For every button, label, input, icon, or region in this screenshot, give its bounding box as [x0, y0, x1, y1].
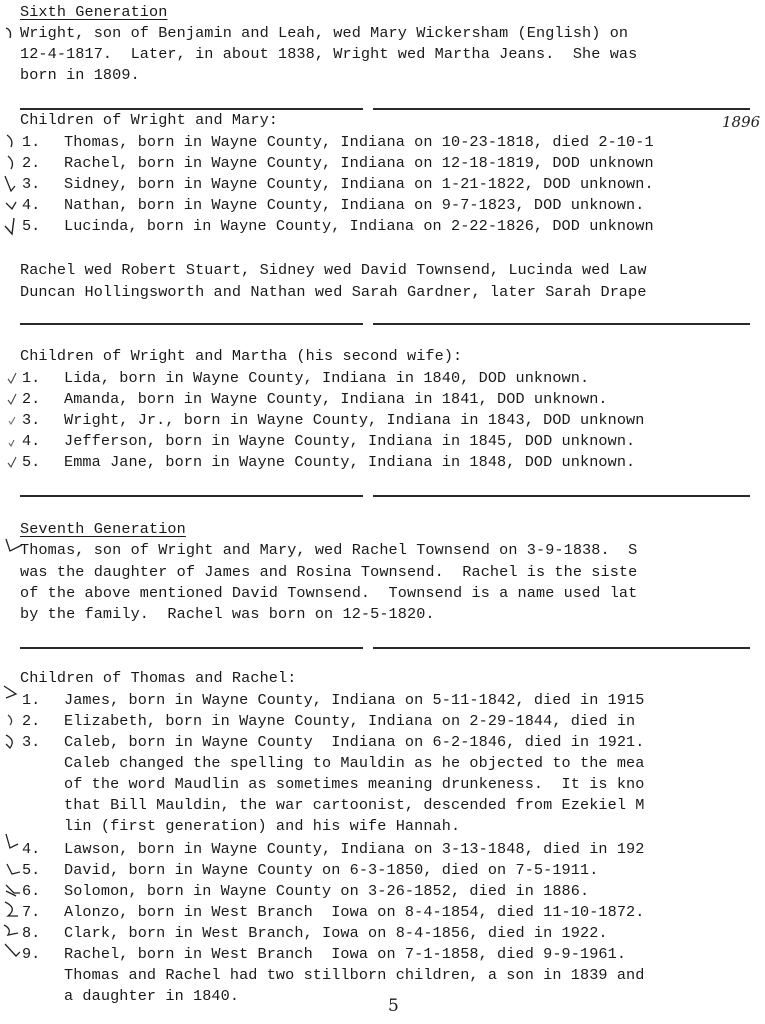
list-item: Lucinda, born in Wayne County, Indiana on 2-22-1826, DOD unknown [64, 217, 654, 235]
handwritten-check-icon [2, 195, 20, 215]
list-item-continuation: that Bill Mauldin, the war cartoonist, descended from Ezekiel M [64, 796, 645, 814]
list-number: 8. [22, 924, 41, 942]
handwritten-check-icon [2, 132, 20, 152]
list-item: Thomas, born in Wayne County, Indiana on 10-23-1818, died 2-10-1 [64, 133, 654, 151]
list-number: 4. [22, 840, 41, 858]
children-thomas-rachel-heading: Children of Thomas and Rachel: [20, 669, 297, 687]
list-number: 1. [22, 691, 41, 709]
list-number: 3. [22, 411, 41, 429]
list-item-continuation: a daughter in 1840. [64, 987, 240, 1005]
handwritten-check-icon [2, 832, 20, 852]
list-item: Wright, Jr., born in Wayne County, Indiana in 1843, DOD unknown [64, 411, 645, 429]
seventh-generation-paragraph-line: of the above mentioned David Townsend. Townsend is a name used lat [20, 584, 638, 602]
handwritten-check-icon [2, 216, 20, 236]
handwritten-check-icon [2, 174, 20, 194]
list-item: Rachel, born in Wayne County, Indiana on 12-18-1819, DOD unknown [64, 154, 654, 172]
handwritten-check-icon [2, 684, 20, 704]
list-item: Lawson, born in Wayne County, Indiana on 3-13-1848, died in 192 [64, 840, 645, 858]
list-number: 3. [22, 733, 41, 751]
list-item: Clark, born in West Branch, Iowa on 8-4-1856, died in 1922. [64, 924, 608, 942]
list-number: 5. [22, 453, 41, 471]
divider-rule [373, 495, 750, 497]
seventh-generation-heading: Seventh Generation [20, 520, 186, 538]
handwritten-check-icon [2, 921, 20, 941]
list-number: 7. [22, 903, 41, 921]
list-item-continuation: Caleb changed the spelling to Mauldin as he objected to the mea [64, 754, 645, 772]
page-number: 5 [388, 996, 399, 1016]
marriages-line: Rachel wed Robert Stuart, Sidney wed David Townsend, Lucinda wed Law [20, 261, 647, 279]
list-item: Emma Jane, born in Wayne County, Indiana in 1848, DOD unknown. [64, 453, 636, 471]
list-item: Lida, born in Wayne County, Indiana in 1840, DOD unknown. [64, 369, 590, 387]
list-number: 1. [22, 369, 41, 387]
handwritten-check-icon [2, 452, 20, 472]
list-number: 2. [22, 154, 41, 172]
handwritten-check-icon [2, 410, 20, 430]
list-number: 2. [22, 712, 41, 730]
list-item: Nathan, born in Wayne County, Indiana on 9-7-1823, DOD unknown. [64, 196, 645, 214]
list-number: 2. [22, 390, 41, 408]
marriages-line: Duncan Hollingsworth and Nathan wed Sarah Gardner, later Sarah Drape [20, 283, 647, 301]
sixth-generation-heading: Sixth Generation [20, 3, 168, 21]
handwritten-check-icon [2, 879, 20, 899]
handwritten-check-icon [2, 389, 20, 409]
seventh-generation-paragraph-line: was the daughter of James and Rosina Townsend. Rachel is the siste [20, 563, 638, 581]
list-number: 9. [22, 945, 41, 963]
list-item: Caleb, born in Wayne County Indiana on 6-2-1846, died in 1921. [64, 733, 645, 751]
sixth-generation-paragraph-line: 12-4-1817. Later, in about 1838, Wright wed Martha Jeans. She was [20, 45, 638, 63]
list-item: Elizabeth, born in Wayne County, Indiana on 2-29-1844, died in [64, 712, 636, 730]
list-item: Amanda, born in Wayne County, Indiana in 1841, DOD unknown. [64, 390, 608, 408]
list-number: 5. [22, 217, 41, 235]
list-number: 1. [22, 133, 41, 151]
divider-rule [373, 323, 750, 325]
handwritten-check-icon [2, 711, 20, 731]
sixth-generation-paragraph-line: born in 1809. [20, 66, 140, 84]
sixth-generation-paragraph-line: Wright, son of Benjamin and Leah, wed Mary Wickersham (English) on [20, 24, 629, 42]
list-number: 3. [22, 175, 41, 193]
list-number: 4. [22, 432, 41, 450]
seventh-generation-paragraph-line: by the family. Rachel was born on 12-5-1820. [20, 605, 435, 623]
handwritten-margin-note: 1896 [722, 113, 761, 131]
divider-rule [20, 495, 363, 497]
list-item-continuation: lin (first generation) and his wife Hannah. [64, 817, 461, 835]
list-item-continuation: Thomas and Rachel had two stillborn children, a son in 1839 and [64, 966, 645, 984]
handwritten-check-icon [2, 368, 20, 388]
list-item: Jefferson, born in Wayne County, Indiana in 1845, DOD unknown. [64, 432, 636, 450]
handwritten-check-icon [2, 153, 20, 173]
handwritten-check-icon [2, 732, 20, 752]
handwritten-check-icon [2, 431, 20, 451]
list-item: James, born in Wayne County, Indiana on 5-11-1842, died in 1915 [64, 691, 645, 709]
handwritten-check-icon [2, 900, 20, 920]
list-item: Rachel, born in West Branch Iowa on 7-1-1858, died 9-9-1961. [64, 945, 627, 963]
divider-rule [20, 323, 363, 325]
list-item: Solomon, born in Wayne County on 3-26-1852, died in 1886. [64, 882, 590, 900]
seventh-generation-paragraph-line: Thomas, son of Wright and Mary, wed Rachel Townsend on 3-9-1838. S [20, 541, 638, 559]
children-wright-martha-heading: Children of Wright and Martha (his second wife): [20, 347, 463, 365]
divider-rule [373, 647, 750, 649]
handwritten-check-icon [2, 24, 20, 44]
children-wright-mary-heading: Children of Wright and Mary: [20, 111, 278, 129]
list-number: 6. [22, 882, 41, 900]
list-number: 5. [22, 861, 41, 879]
divider-rule [20, 647, 363, 649]
list-item-continuation: of the word Maudlin as sometimes meaning drunkeness. It is kno [64, 775, 645, 793]
list-number: 4. [22, 196, 41, 214]
list-item: David, born in Wayne County on 6-3-1850, died on 7-5-1911. [64, 861, 599, 879]
list-item: Alonzo, born in West Branch Iowa on 8-4-1854, died 11-10-1872. [64, 903, 645, 921]
list-item: Sidney, born in Wayne County, Indiana on 1-21-1822, DOD unknown. [64, 175, 654, 193]
divider-rule [373, 108, 750, 110]
handwritten-check-icon [2, 858, 20, 878]
handwritten-check-icon [2, 942, 20, 962]
